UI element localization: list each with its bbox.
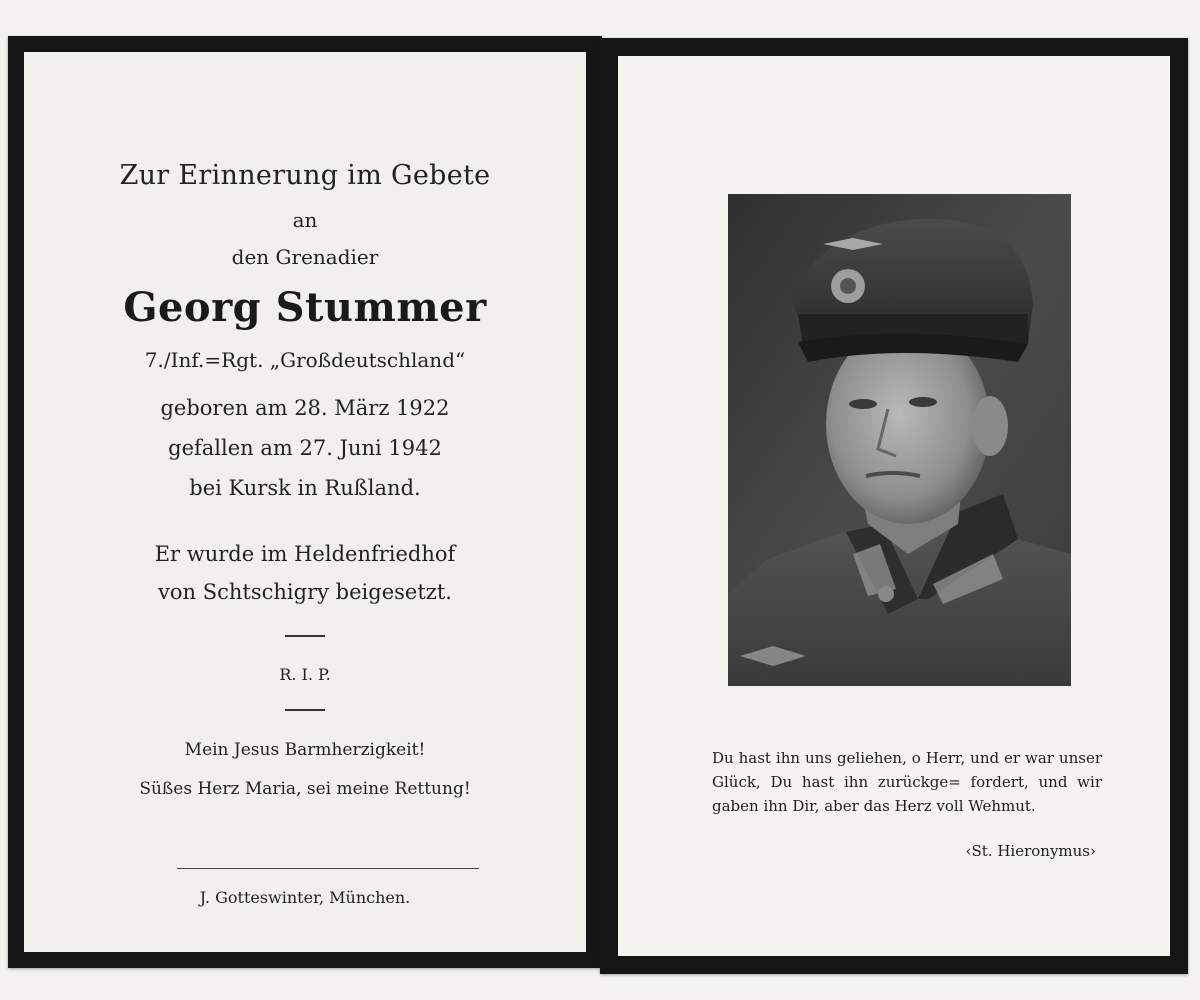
card-an: an bbox=[292, 208, 318, 232]
portrait-photo bbox=[728, 194, 1071, 686]
card-paper-right bbox=[618, 56, 1170, 956]
divider-2 bbox=[285, 709, 325, 711]
verse-source: ‹St. Hieronymus› bbox=[965, 842, 1096, 860]
memorial-card-text-panel bbox=[8, 36, 602, 968]
card-paper-left bbox=[24, 52, 586, 952]
prayer-line-1: Mein Jesus Barmherzigkeit! bbox=[184, 740, 426, 760]
printer-credit: J. Gotteswinter, München. bbox=[199, 888, 411, 907]
divider-1 bbox=[285, 635, 325, 637]
card-title: Zur Erinnerung im Gebete bbox=[119, 160, 491, 191]
prayer-line-2: Süßes Herz Maria, sei meine Rettung! bbox=[139, 779, 471, 799]
birth-date: geboren am 28. März 1922 bbox=[160, 396, 450, 420]
rip-text: R. I. P. bbox=[279, 665, 331, 684]
printer-divider bbox=[177, 868, 479, 869]
death-date: gefallen am 27. Juni 1942 bbox=[168, 436, 442, 460]
burial-line-1: Er wurde im Heldenfriedhof bbox=[154, 542, 456, 566]
memorial-card-photo-panel bbox=[600, 38, 1188, 974]
burial-line-2: von Schtschigry beigesetzt. bbox=[158, 580, 452, 604]
verse-text: Du hast ihn uns geliehen, o Herr, und er war unser Glück, Du hast ihn zurückge= fordert, und wir gaben ihn Dir, aber das Herz voll Wehmut. bbox=[712, 749, 1102, 815]
deceased-name: Georg Stummer bbox=[123, 284, 487, 331]
soldier-portrait-image bbox=[728, 194, 1071, 686]
card-rank: den Grenadier bbox=[231, 245, 379, 269]
regiment: 7./Inf.=Rgt. „Großdeutschland“ bbox=[144, 348, 466, 372]
death-place: bei Kursk in Rußland. bbox=[189, 476, 421, 500]
